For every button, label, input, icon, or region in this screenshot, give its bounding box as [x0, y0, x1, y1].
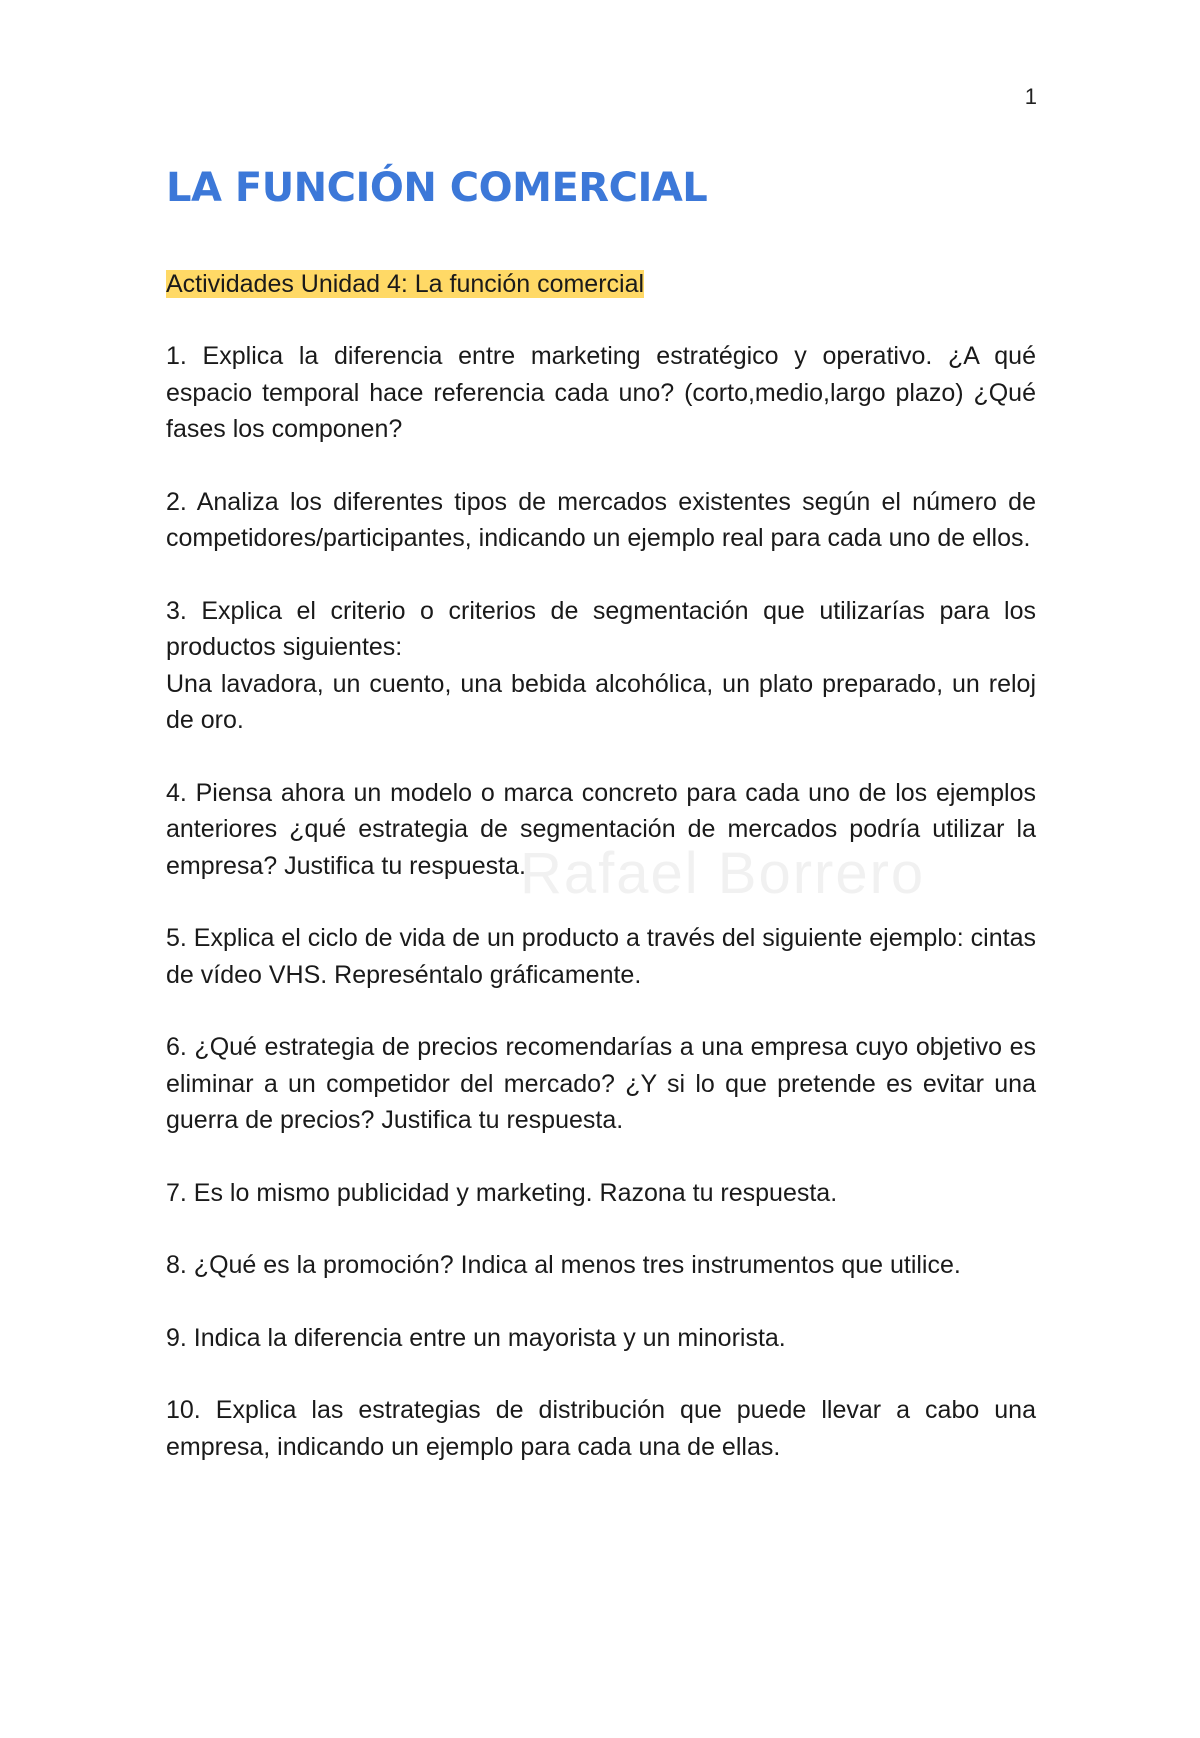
activity-4: 4. Piensa ahora un modelo o marca concreto para cada uno de los ejemplos anteriores ¿qué estrategia de segmentación de mercados podría utilizar la empresa? Justifica tu respuesta.	[166, 778, 1036, 880]
activity-3: 3. Explica el criterio o criterios de segmentación que utilizarías para los productos siguientes: Una lavadora, un cuento, una bebida alcohólica, un plato preparado, un reloj de oro.	[166, 596, 1036, 734]
highlighted-subtitle	[166, 266, 1036, 302]
activity-5: 5. Explica el ciclo de vida de un producto a través del siguiente ejemplo: cintas de vídeo VHS. Represéntalo gráficamente.	[166, 924, 1036, 989]
faded-watermark: Rafael Borrero	[520, 841, 926, 906]
activity-8: 8. ¿Qué es la promoción? Indica al menos tres instrumentos que utilice.	[166, 1251, 961, 1279]
subtitle-text: Actividades Unidad 4: La función comercial	[166, 270, 645, 298]
activity-2: 2. Analiza los diferentes tipos de mercados existentes según el número de competidores/participantes, indicando un ejemplo real para cada uno de ellos.	[166, 487, 1036, 552]
activity-9: 9. Indica la diferencia entre un mayorista y un minorista.	[166, 1323, 786, 1352]
document-title: LA FUNCIÓN COMERCIAL	[166, 165, 708, 211]
activity-6: 6. ¿Qué estrategia de precios recomendarías a una empresa cuyo objetivo es eliminar a un competidor del mercado? ¿Y si lo que pretende es evitar una guerra de precios? Justifica tu respuesta.	[166, 1033, 1036, 1134]
activity-10: 10. Explica las estrategias de distribución que puede llevar a cabo una empresa, indicando un ejemplo para cada una de ellas.	[166, 1396, 1036, 1461]
page-number: 1	[1024, 84, 1037, 109]
document-content	[166, 160, 1036, 1490]
activity-7: 7. Es lo mismo publicidad y marketing. Razona tu respuesta.	[166, 1178, 838, 1207]
activity-1: 1. Explica la diferencia entre marketing estratégico y operativo. ¿A qué espacio temporal hace referencia cada uno? (corto,medio,largo plazo) ¿Qué fases los componen?	[166, 342, 1036, 443]
